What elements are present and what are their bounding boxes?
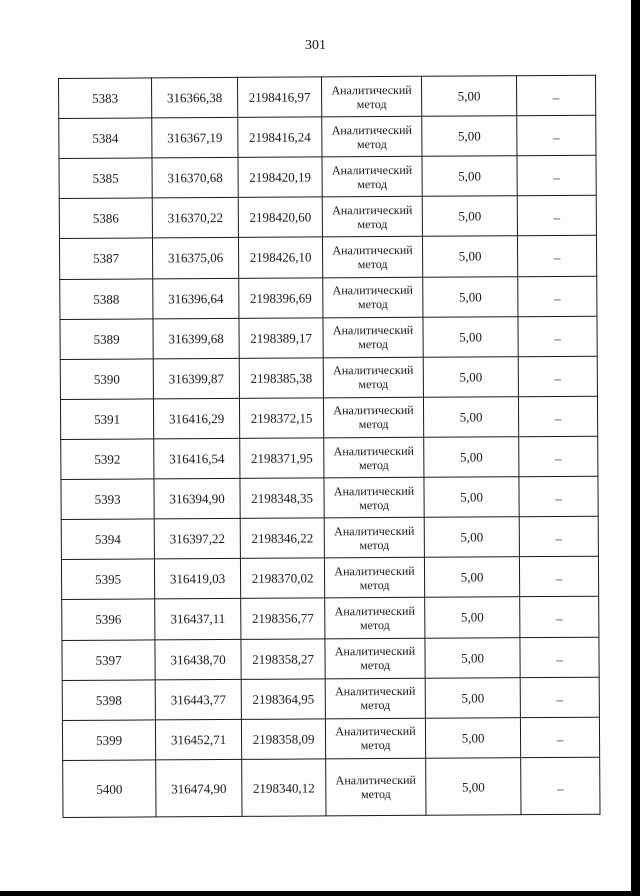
- y-coordinate-cell: 2198364,95: [241, 679, 325, 720]
- note-cell: –: [517, 155, 596, 196]
- method-cell: Аналитический метод: [322, 237, 422, 278]
- table-row: [59, 75, 596, 118]
- point-id-cell: 5392: [61, 439, 154, 480]
- note-cell: –: [520, 677, 599, 718]
- point-id-cell: 5395: [61, 559, 154, 600]
- x-coordinate-cell: 316394,90: [154, 478, 240, 519]
- table-row: [61, 557, 598, 600]
- table-row: [59, 236, 596, 279]
- method-cell: Аналитический метод: [324, 477, 424, 518]
- x-coordinate-cell: 316452,71: [155, 719, 241, 760]
- y-coordinate-cell: 2198416,24: [238, 117, 322, 158]
- y-coordinate-cell: 2198420,19: [238, 157, 322, 198]
- point-id-cell: 5388: [60, 278, 153, 319]
- value-cell: 5,00: [425, 677, 520, 718]
- note-cell: –: [516, 75, 595, 116]
- table-row: [61, 436, 598, 479]
- method-cell: Аналитический метод: [323, 357, 423, 398]
- table-row: [62, 597, 599, 640]
- table-row: [62, 637, 599, 680]
- table-row: [59, 196, 596, 239]
- note-cell: –: [521, 757, 600, 814]
- point-id-cell: 5391: [60, 399, 153, 440]
- method-cell: Аналитический метод: [325, 638, 425, 679]
- method-cell: Аналитический метод: [321, 76, 421, 117]
- value-cell: 5,00: [422, 116, 517, 157]
- x-coordinate-cell: 316443,77: [155, 679, 241, 720]
- point-id-cell: 5400: [63, 760, 156, 818]
- value-cell: 5,00: [425, 717, 520, 758]
- point-id-cell: 5396: [62, 599, 155, 640]
- point-id-cell: 5386: [59, 198, 152, 239]
- point-id-cell: 5389: [60, 319, 153, 360]
- method-cell: Аналитический метод: [325, 678, 425, 719]
- value-cell: 5,00: [423, 316, 518, 357]
- note-cell: –: [520, 637, 599, 678]
- x-coordinate-cell: 316437,11: [155, 599, 241, 640]
- table-row: [60, 396, 597, 439]
- value-cell: 5,00: [423, 397, 518, 438]
- x-coordinate-cell: 316419,03: [154, 559, 240, 600]
- table-row: [62, 717, 599, 761]
- note-cell: –: [519, 436, 598, 477]
- point-id-cell: 5384: [59, 118, 152, 159]
- value-cell: 5,00: [424, 517, 519, 558]
- table-row: [60, 276, 597, 319]
- table-row: [63, 757, 600, 817]
- method-cell: Аналитический метод: [323, 277, 423, 318]
- y-coordinate-cell: 2198372,15: [239, 398, 323, 439]
- point-id-cell: 5387: [59, 238, 152, 279]
- x-coordinate-cell: 316399,68: [153, 318, 239, 359]
- value-cell: 5,00: [422, 196, 517, 237]
- y-coordinate-cell: 2198358,09: [241, 719, 325, 760]
- point-id-cell: 5399: [62, 720, 155, 761]
- method-cell: Аналитический метод: [322, 197, 422, 238]
- method-cell: Аналитический метод: [325, 598, 425, 639]
- method-cell: Аналитический метод: [322, 156, 422, 197]
- note-cell: –: [519, 557, 598, 598]
- table-row: [60, 316, 597, 359]
- page-number: 301: [305, 38, 326, 53]
- point-id-cell: 5397: [62, 639, 155, 680]
- y-coordinate-cell: 2198389,17: [239, 318, 323, 359]
- value-cell: 5,00: [423, 276, 518, 317]
- x-coordinate-cell: 316375,06: [152, 238, 238, 279]
- value-cell: 5,00: [425, 637, 520, 678]
- table-row: [59, 155, 596, 198]
- note-cell: –: [517, 236, 596, 277]
- note-cell: –: [517, 196, 596, 237]
- table-row: [61, 516, 598, 559]
- note-cell: –: [520, 597, 599, 638]
- method-cell: Аналитический метод: [323, 397, 423, 438]
- y-coordinate-cell: 2198340,12: [242, 759, 326, 817]
- x-coordinate-cell: 316370,68: [152, 158, 238, 199]
- method-cell: Аналитический метод: [324, 558, 424, 599]
- x-coordinate-cell: 316397,22: [154, 519, 240, 560]
- method-cell: Аналитический метод: [322, 116, 422, 157]
- table-row: [59, 115, 596, 158]
- table-row: [61, 476, 598, 519]
- y-coordinate-cell: 2198356,77: [241, 598, 325, 639]
- value-cell: 5,00: [422, 236, 517, 277]
- note-cell: –: [518, 396, 597, 437]
- x-coordinate-cell: 316438,70: [155, 639, 241, 680]
- y-coordinate-cell: 2198358,27: [241, 638, 325, 679]
- y-coordinate-cell: 2198385,38: [239, 358, 323, 399]
- value-cell: 5,00: [424, 557, 519, 598]
- value-cell: 5,00: [426, 758, 521, 816]
- value-cell: 5,00: [424, 477, 519, 518]
- value-cell: 5,00: [424, 437, 519, 478]
- y-coordinate-cell: 2198348,35: [240, 478, 324, 519]
- point-id-cell: 5398: [62, 680, 155, 721]
- value-cell: 5,00: [422, 156, 517, 197]
- y-coordinate-cell: 2198426,10: [238, 237, 322, 278]
- note-cell: –: [518, 276, 597, 317]
- x-coordinate-cell: 316367,19: [152, 118, 238, 159]
- table-row: [62, 677, 599, 720]
- table-row: [60, 356, 597, 399]
- note-cell: –: [518, 316, 597, 357]
- point-id-cell: 5393: [61, 479, 154, 520]
- y-coordinate-cell: 2198420,60: [238, 197, 322, 238]
- method-cell: Аналитический метод: [326, 758, 426, 816]
- x-coordinate-cell: 316416,54: [154, 438, 240, 479]
- value-cell: 5,00: [421, 76, 516, 117]
- method-cell: Аналитический метод: [325, 718, 425, 759]
- x-coordinate-cell: 316416,29: [153, 398, 239, 439]
- value-cell: 5,00: [425, 597, 520, 638]
- value-cell: 5,00: [423, 356, 518, 397]
- coordinates-table: [58, 75, 601, 818]
- x-coordinate-cell: 316366,38: [152, 77, 238, 118]
- x-coordinate-cell: 316370,22: [152, 198, 238, 239]
- note-cell: –: [520, 717, 599, 758]
- y-coordinate-cell: 2198371,95: [240, 438, 324, 479]
- y-coordinate-cell: 2198370,02: [240, 558, 324, 599]
- note-cell: –: [519, 516, 598, 557]
- point-id-cell: 5385: [59, 158, 152, 199]
- point-id-cell: 5390: [60, 359, 153, 400]
- y-coordinate-cell: 2198396,69: [239, 277, 323, 318]
- note-cell: –: [517, 115, 596, 156]
- x-coordinate-cell: 316396,64: [153, 278, 239, 319]
- method-cell: Аналитический метод: [324, 517, 424, 558]
- point-id-cell: 5394: [61, 519, 154, 560]
- x-coordinate-cell: 316399,87: [153, 358, 239, 399]
- note-cell: –: [518, 356, 597, 397]
- method-cell: Аналитический метод: [324, 437, 424, 478]
- x-coordinate-cell: 316474,90: [156, 759, 242, 817]
- method-cell: Аналитический метод: [323, 317, 423, 358]
- note-cell: –: [519, 476, 598, 517]
- y-coordinate-cell: 2198416,97: [237, 77, 321, 118]
- point-id-cell: 5383: [59, 78, 152, 119]
- y-coordinate-cell: 2198346,22: [240, 518, 324, 559]
